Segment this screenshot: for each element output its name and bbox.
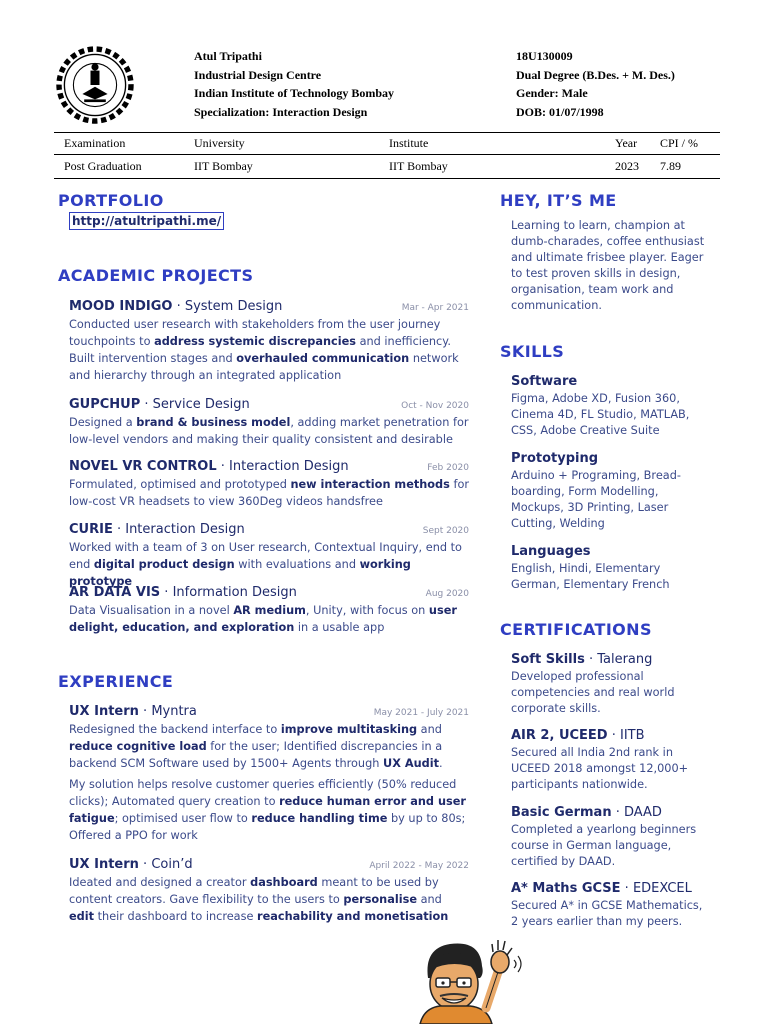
- cell-examination: Post Graduation: [54, 155, 184, 179]
- experience-coind: [69, 856, 469, 925]
- experience-title: UX Intern · Coin’d April 2022 - May 2022: [69, 856, 469, 874]
- project-date: Sept 2020: [422, 526, 469, 536]
- institute: Indian Institute of Technology Bombay: [194, 86, 395, 100]
- skill-group-languages: [511, 543, 711, 593]
- project-novel-vr: [69, 458, 469, 510]
- experience-description-2: My solution helps resolve customer queries efficiently (50% reduced clicks); Automated query creation to reduce human error and user fatigue; optimised user flow to reduce handling time by up to 80s; Offered a PPO for work: [69, 778, 466, 842]
- student-name: Atul Tripathi: [194, 49, 262, 63]
- cert-text: Completed a yearlong beginners course in German language, certified by DAAD.: [511, 823, 697, 868]
- col-examination: Examination: [54, 133, 184, 155]
- cell-university: IIT Bombay: [184, 155, 379, 179]
- cell-year: 2023: [605, 155, 650, 179]
- cert-text: Secured all India 2nd rank in UCEED 2018 amongst 12,000+ participants nationwide.: [511, 746, 689, 791]
- skill-group-text: Arduino + Programing, Bread-boarding, Form Modelling, Mockups, 3D Printing, Laser Cutting, Welding: [511, 469, 681, 530]
- project-title: GUPCHUP · Service Design Oct - Nov 2020: [69, 396, 469, 414]
- col-cpi: CPI / %: [650, 133, 720, 155]
- portfolio-link[interactable]: http://atultripathi.me/: [69, 212, 224, 230]
- project-description: Formulated, optimised and prototyped new interaction methods for low-cost VR headsets to view 360Deg videos handsfree: [69, 478, 469, 508]
- cert-title: A* Maths GCSE · EDEXCEL: [511, 881, 692, 896]
- cert-title: Basic German · DAAD: [511, 805, 662, 820]
- cell-institute: IIT Bombay: [379, 155, 605, 179]
- skill-group-software: [511, 373, 711, 439]
- experience-description: Redesigned the backend interface to improve multitasking and reduce cognitive load for the user; Identified discrepancies in a backend SCM Software used by 1500+ Agents through UX Audit.: [69, 723, 443, 770]
- department: Industrial Design Centre: [194, 67, 322, 82]
- project-description: Worked with a team of 3 on User research, Contextual Inquiry, end to end digital product design with evaluations and working prototype: [69, 541, 462, 588]
- skill-group-text: Figma, Adobe XD, Fusion 360, Cinema 4D, FL Studio, MATLAB, CSS, Adobe Creative Suite: [511, 392, 690, 437]
- project-title: CURIE · Interaction Design Sept 2020: [69, 521, 469, 539]
- skill-group-prototyping: [511, 450, 711, 532]
- project-date: Feb 2020: [427, 463, 469, 473]
- cert-text: Developed professional competencies and real world corporate skills.: [511, 670, 675, 715]
- skill-group-text: English, Hindi, Elementary German, Elementary French: [511, 562, 670, 591]
- cert-title: AIR 2, UCEED · IITB: [511, 728, 645, 743]
- cert-gcse: [511, 880, 711, 930]
- skills-heading: SKILLS: [500, 342, 565, 361]
- project-description: Conducted user research with stakeholders from the user journey touchpoints to address systemic discrepancies and inefficiency. Built intervention stages and overhauled communication network and hierarchy through an integrated application: [69, 318, 459, 382]
- experience-title: UX Intern · Myntra May 2021 - July 2021: [69, 703, 469, 721]
- table-row: [54, 155, 720, 179]
- header-left: [194, 47, 394, 121]
- skill-group-title: Software: [511, 374, 578, 389]
- project-title: AR DATA VIS · Information Design Aug 2020: [69, 584, 469, 602]
- project-ar-data-vis: [69, 584, 469, 636]
- cert-german: [511, 804, 711, 870]
- project-date: Mar - Apr 2021: [401, 303, 469, 313]
- project-description: Data Visualisation in a novel AR medium, Unity, with focus on user delight, education, and exploration in a usable app: [69, 604, 457, 634]
- project-date: Aug 2020: [425, 589, 469, 599]
- dob: DOB: 01/07/1998: [516, 104, 604, 119]
- project-title: NOVEL VR CONTROL · Interaction Design Feb 2020: [69, 458, 469, 476]
- cell-cpi: 7.89: [650, 155, 720, 179]
- education-table: [54, 132, 720, 179]
- experience-date: May 2021 - July 2021: [373, 708, 469, 718]
- academic-projects-heading: ACADEMIC PROJECTS: [58, 266, 254, 285]
- project-title: MOOD INDIGO · System Design Mar - Apr 2021: [69, 298, 469, 316]
- certifications-heading: CERTIFICATIONS: [500, 620, 652, 639]
- header-right: [516, 47, 675, 121]
- skill-group-title: Languages: [511, 544, 591, 559]
- col-institute: Institute: [379, 133, 605, 155]
- specialization: Specialization: Interaction Design: [194, 104, 368, 119]
- about-heading: HEY, IT’S ME: [500, 191, 617, 210]
- cert-uceed: [511, 727, 711, 793]
- project-mood-indigo: [69, 298, 469, 384]
- about-text: Learning to learn, champion at dumb-charades, coffee enthusiast and ultimate frisbee player. Eager to test proven skills in design, organisation, team work and communication.: [511, 219, 705, 312]
- project-description: Designed a brand & business model, adding market penetration for low-level vendors and making their quality consistent and desirable: [69, 416, 469, 446]
- iit-bombay-logo-icon: [50, 40, 140, 130]
- table-header-row: [54, 133, 720, 155]
- portfolio-heading: PORTFOLIO: [58, 191, 164, 210]
- waving-avatar-illustration-icon: [410, 938, 530, 1024]
- roll-number: 18U130009: [516, 49, 573, 63]
- col-year: Year: [605, 133, 650, 155]
- project-date: Oct - Nov 2020: [401, 401, 469, 411]
- gender: Gender: Male: [516, 86, 588, 100]
- col-university: University: [184, 133, 379, 155]
- skill-group-title: Prototyping: [511, 451, 599, 466]
- project-gupchup: [69, 396, 469, 448]
- experience-description: Ideated and designed a creator dashboard meant to be used by content creators. Gave flexibility to the users to personalise and edit their dashboard to increase reachability and monetisation: [69, 876, 449, 923]
- experience-date: April 2022 - May 2022: [369, 861, 469, 871]
- cert-text: Secured A* in GCSE Mathematics, 2 years earlier than my peers.: [511, 899, 703, 928]
- cert-soft-skills: [511, 651, 711, 717]
- experience-myntra: [69, 703, 469, 844]
- project-curie: [69, 521, 469, 590]
- cert-title: Soft Skills · Talerang: [511, 652, 653, 667]
- experience-heading: EXPERIENCE: [58, 672, 174, 691]
- degree: Dual Degree (B.Des. + M. Des.): [516, 67, 675, 82]
